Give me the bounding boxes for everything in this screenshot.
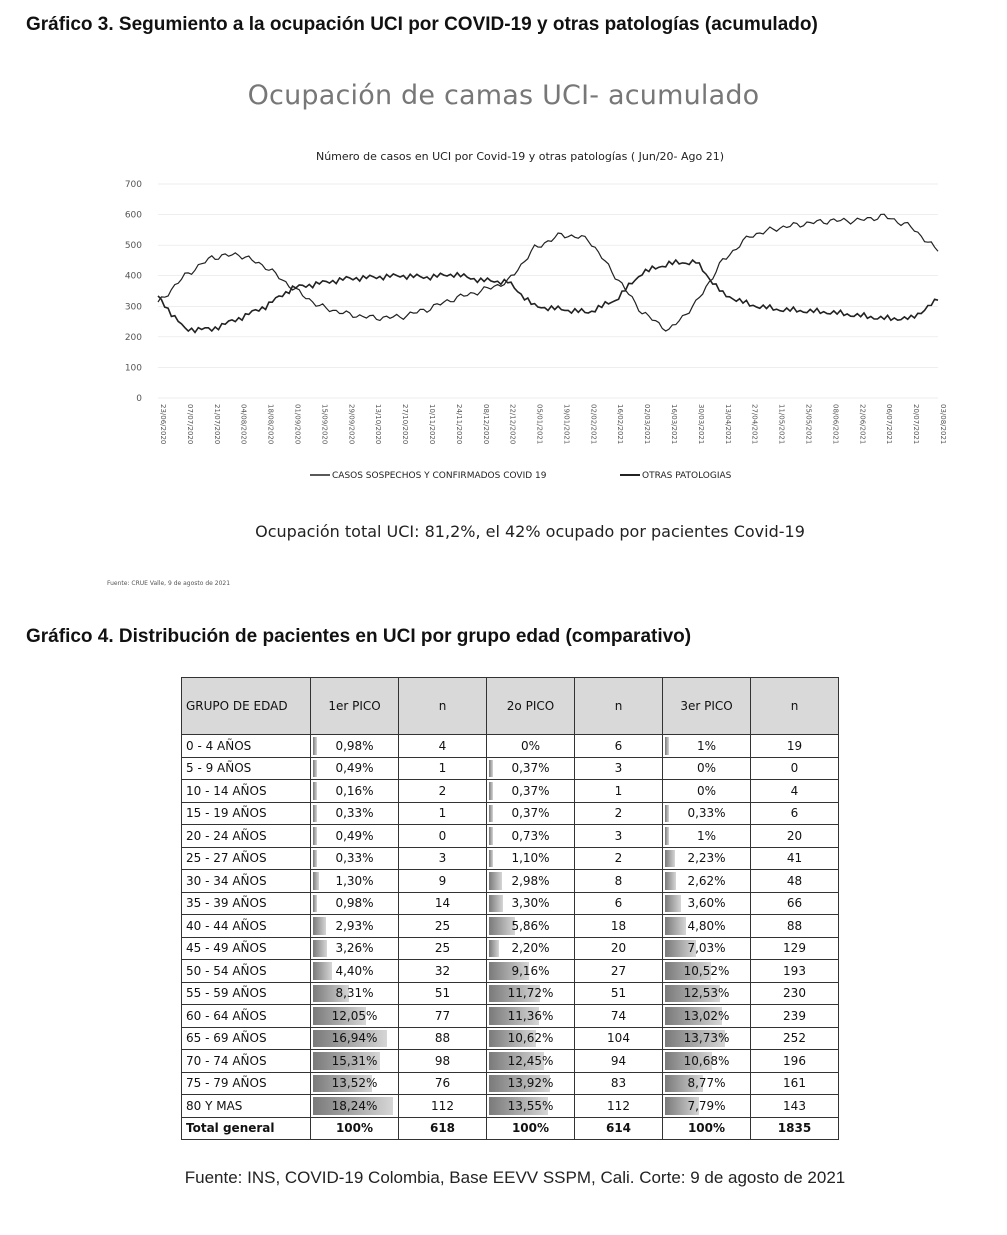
data-bar xyxy=(489,895,503,913)
pct-value: 12,05% xyxy=(331,1008,378,1023)
peak-1-n-cell: 0 xyxy=(399,825,487,848)
legend-label: CASOS SOSPECHOS Y CONFIRMADOS COVID 19 xyxy=(332,471,547,481)
peak-3-pct-cell xyxy=(663,892,751,915)
peak-3-pct-cell xyxy=(663,870,751,893)
table-row xyxy=(182,1095,839,1118)
data-bar xyxy=(313,782,317,800)
x-tick-label: 11/05/2021 xyxy=(777,404,786,445)
peak-2-pct-cell xyxy=(487,735,575,758)
pct-value: 8,77% xyxy=(687,1076,726,1091)
pct-value: 4,80% xyxy=(687,918,726,933)
total-peak-1-n-cell: 618 xyxy=(399,1117,487,1140)
data-bar xyxy=(313,760,317,778)
pct-value: 4,40% xyxy=(335,963,374,978)
pct-value: 1% xyxy=(696,828,717,843)
header-n-3: n xyxy=(751,678,839,735)
peak-2-pct-cell xyxy=(487,1072,575,1095)
y-tick-label: 0 xyxy=(136,394,142,404)
table-row xyxy=(182,1072,839,1095)
data-bar xyxy=(313,805,317,823)
peak-2-pct-cell xyxy=(487,982,575,1005)
peak-1-n-cell: 51 xyxy=(399,982,487,1005)
peak-1-pct-cell xyxy=(311,982,399,1005)
peak-2-pct-cell xyxy=(487,1005,575,1028)
peak-3-n-cell: 0 xyxy=(751,757,839,780)
pct-value: 2,23% xyxy=(687,851,726,866)
peak-2-n-cell: 74 xyxy=(575,1005,663,1028)
pct-value: 11,36% xyxy=(507,1008,554,1023)
x-tick-label: 16/02/2021 xyxy=(616,404,625,445)
icu-occupancy-line-chart xyxy=(100,172,960,492)
data-bar xyxy=(489,782,493,800)
peak-1-pct-cell xyxy=(311,915,399,938)
peak-3-n-cell: 252 xyxy=(751,1027,839,1050)
peak-1-pct-cell xyxy=(311,1027,399,1050)
age-group-cell: 20 - 24 AÑOS xyxy=(182,825,311,848)
age-group-cell: 30 - 34 AÑOS xyxy=(182,870,311,893)
data-bar xyxy=(313,850,317,868)
table-row xyxy=(182,937,839,960)
peak-3-n-cell: 129 xyxy=(751,937,839,960)
peak-3-n-cell: 193 xyxy=(751,960,839,983)
header-peak-3: 3er PICO xyxy=(663,678,751,735)
pct-value: 0,33% xyxy=(687,806,726,821)
chart-subtitle: Número de casos en UCI por Covid-19 y otras patologías ( Jun/20- Ago 21) xyxy=(315,150,725,163)
peak-3-pct-cell xyxy=(663,937,751,960)
peak-2-n-cell: 6 xyxy=(575,892,663,915)
data-bar xyxy=(665,917,686,935)
x-tick-label: 25/05/2021 xyxy=(804,404,813,445)
x-tick-label: 20/07/2021 xyxy=(912,404,921,445)
peak-2-n-cell: 3 xyxy=(575,825,663,848)
age-group-cell: 75 - 79 AÑOS xyxy=(182,1072,311,1095)
peak-3-n-cell: 19 xyxy=(751,735,839,758)
x-tick-label: 07/07/2020 xyxy=(185,404,194,445)
data-bar xyxy=(313,895,317,913)
header-n-2: n xyxy=(575,678,663,735)
pct-value: 1,10% xyxy=(511,851,550,866)
peak-2-n-cell: 2 xyxy=(575,847,663,870)
pct-value: 10,52% xyxy=(683,963,730,978)
peak-2-n-cell: 1 xyxy=(575,780,663,803)
pct-value: 13,52% xyxy=(331,1076,378,1091)
peak-1-n-cell: 25 xyxy=(399,915,487,938)
y-tick-label: 100 xyxy=(124,363,142,374)
data-bar xyxy=(489,872,502,890)
y-tick-label: 400 xyxy=(124,271,142,282)
peak-2-pct-cell xyxy=(487,870,575,893)
chart-source: Fuente: CRUE Valle, 9 de agosto de 2021 xyxy=(107,580,231,587)
table-row xyxy=(182,960,839,983)
age-group-cell: 10 - 14 AÑOS xyxy=(182,780,311,803)
peak-1-pct-cell xyxy=(311,870,399,893)
series-line-2 xyxy=(158,260,938,332)
peak-3-n-cell: 88 xyxy=(751,915,839,938)
peak-2-pct-cell xyxy=(487,1050,575,1073)
table-row xyxy=(182,802,839,825)
peak-1-n-cell: 25 xyxy=(399,937,487,960)
age-group-cell: 40 - 44 AÑOS xyxy=(182,915,311,938)
peak-3-n-cell: 48 xyxy=(751,870,839,893)
pct-value: 16,94% xyxy=(331,1031,378,1046)
x-tick-label: 21/07/2020 xyxy=(212,404,221,445)
total-peak-2-pct-cell: 100% xyxy=(487,1117,575,1140)
age-group-cell: 80 Y MAS xyxy=(182,1095,311,1118)
x-tick-label: 22/12/2020 xyxy=(508,404,517,445)
x-tick-label: 13/10/2020 xyxy=(374,404,383,445)
pct-value: 0,98% xyxy=(335,738,374,753)
table-row xyxy=(182,870,839,893)
total-peak-3-pct-cell: 100% xyxy=(663,1117,751,1140)
peak-1-n-cell: 1 xyxy=(399,802,487,825)
peak-2-pct-cell xyxy=(487,780,575,803)
peak-1-pct-cell xyxy=(311,780,399,803)
pct-value: 0,73% xyxy=(511,828,550,843)
peak-1-n-cell: 98 xyxy=(399,1050,487,1073)
age-group-cell: 45 - 49 AÑOS xyxy=(182,937,311,960)
peak-1-n-cell: 112 xyxy=(399,1095,487,1118)
peak-3-n-cell: 161 xyxy=(751,1072,839,1095)
peak-1-n-cell: 3 xyxy=(399,847,487,870)
occupancy-note: Ocupación total UCI: 81,2%, el 42% ocupado por pacientes Covid-19 xyxy=(255,522,805,541)
pct-value: 13,02% xyxy=(683,1008,730,1023)
pct-value: 1,30% xyxy=(335,873,374,888)
pct-value: 2,62% xyxy=(687,873,726,888)
pct-value: 7,03% xyxy=(687,941,726,956)
peak-3-pct-cell xyxy=(663,1050,751,1073)
table-row xyxy=(182,1027,839,1050)
peak-1-n-cell: 76 xyxy=(399,1072,487,1095)
x-tick-label: 05/01/2021 xyxy=(535,404,544,445)
pct-value: 18,24% xyxy=(331,1098,378,1113)
age-group-cell: 55 - 59 AÑOS xyxy=(182,982,311,1005)
age-group-cell: 0 - 4 AÑOS xyxy=(182,735,311,758)
peak-3-pct-cell xyxy=(663,915,751,938)
y-tick-label: 200 xyxy=(124,332,142,343)
peak-3-pct-cell xyxy=(663,780,751,803)
peak-2-n-cell: 2 xyxy=(575,802,663,825)
pct-value: 0% xyxy=(696,783,717,798)
pct-value: 12,53% xyxy=(683,986,730,1001)
pct-value: 0,37% xyxy=(511,761,550,776)
pct-value: 3,30% xyxy=(511,896,550,911)
peak-1-pct-cell xyxy=(311,825,399,848)
pct-value: 0,98% xyxy=(335,896,374,911)
data-bar xyxy=(489,760,493,778)
peak-2-n-cell: 27 xyxy=(575,960,663,983)
data-bar xyxy=(313,940,327,958)
age-group-table xyxy=(181,677,839,1140)
peak-3-pct-cell xyxy=(663,847,751,870)
peak-3-n-cell: 239 xyxy=(751,1005,839,1028)
data-bar xyxy=(313,737,317,755)
x-tick-label: 16/03/2021 xyxy=(670,404,679,445)
peak-3-pct-cell xyxy=(663,1095,751,1118)
pct-value: 12,45% xyxy=(507,1053,554,1068)
pct-value: 0% xyxy=(520,738,541,753)
data-bar xyxy=(313,962,332,980)
table-row xyxy=(182,1050,839,1073)
table-row xyxy=(182,982,839,1005)
peak-1-pct-cell xyxy=(311,937,399,960)
peak-1-n-cell: 9 xyxy=(399,870,487,893)
x-tick-label: 27/10/2020 xyxy=(401,404,410,445)
x-tick-label: 10/11/2020 xyxy=(427,404,436,445)
x-tick-label: 02/02/2021 xyxy=(589,404,598,445)
data-bar xyxy=(665,827,669,845)
pct-value: 2,98% xyxy=(511,873,550,888)
total-age-group-cell: Total general xyxy=(182,1117,311,1140)
chart-title: Ocupación de camas UCI- acumulado xyxy=(247,80,760,111)
peak-1-pct-cell xyxy=(311,1072,399,1095)
peak-2-n-cell: 3 xyxy=(575,757,663,780)
x-tick-label: 27/04/2021 xyxy=(750,404,759,445)
total-peak-2-n-cell: 614 xyxy=(575,1117,663,1140)
peak-3-n-cell: 4 xyxy=(751,780,839,803)
header-peak-2: 2o PICO xyxy=(487,678,575,735)
peak-3-n-cell: 66 xyxy=(751,892,839,915)
x-tick-label: 22/06/2021 xyxy=(858,404,867,445)
peak-3-pct-cell xyxy=(663,1072,751,1095)
table-row xyxy=(182,915,839,938)
peak-1-n-cell: 2 xyxy=(399,780,487,803)
x-tick-label: 15/09/2020 xyxy=(320,404,329,445)
pct-value: 15,31% xyxy=(331,1053,378,1068)
pct-value: 5,86% xyxy=(511,918,550,933)
data-bar xyxy=(489,940,499,958)
peak-3-n-cell: 196 xyxy=(751,1050,839,1073)
x-tick-label: 04/08/2020 xyxy=(239,404,248,445)
x-tick-label: 06/07/2021 xyxy=(885,404,894,445)
age-group-cell: 35 - 39 AÑOS xyxy=(182,892,311,915)
data-bar xyxy=(665,872,676,890)
x-tick-label: 24/11/2020 xyxy=(454,404,463,445)
pct-value: 10,62% xyxy=(507,1031,554,1046)
peak-2-pct-cell xyxy=(487,1095,575,1118)
table-total-row xyxy=(182,1117,839,1140)
y-tick-label: 500 xyxy=(124,241,142,252)
peak-2-n-cell: 6 xyxy=(575,735,663,758)
peak-2-n-cell: 18 xyxy=(575,915,663,938)
pct-value: 0,37% xyxy=(511,806,550,821)
peak-2-n-cell: 8 xyxy=(575,870,663,893)
section-4-title: Gráfico 4. Distribución de pacientes en UCI por grupo edad (comparativo) xyxy=(26,626,692,647)
x-tick-label: 03/08/2021 xyxy=(939,404,947,445)
age-group-cell: 5 - 9 AÑOS xyxy=(182,757,311,780)
peak-3-n-cell: 6 xyxy=(751,802,839,825)
table-row xyxy=(182,780,839,803)
peak-1-n-cell: 4 xyxy=(399,735,487,758)
pct-value: 0% xyxy=(696,761,717,776)
data-bar xyxy=(665,805,669,823)
pct-value: 3,26% xyxy=(335,941,374,956)
peak-3-pct-cell xyxy=(663,960,751,983)
peak-1-pct-cell xyxy=(311,1095,399,1118)
peak-2-n-cell: 83 xyxy=(575,1072,663,1095)
age-group-cell: 60 - 64 AÑOS xyxy=(182,1005,311,1028)
y-tick-label: 600 xyxy=(124,210,142,221)
peak-2-pct-cell xyxy=(487,757,575,780)
x-tick-label: 23/06/2020 xyxy=(159,404,167,445)
peak-2-pct-cell xyxy=(487,847,575,870)
section-3-title: Gráfico 3. Segumiento a la ocupación UCI por COVID-19 y otras patologías (acumulado) xyxy=(26,14,818,35)
age-group-cell: 70 - 74 AÑOS xyxy=(182,1050,311,1073)
peak-1-pct-cell xyxy=(311,757,399,780)
peak-3-n-cell: 20 xyxy=(751,825,839,848)
total-peak-3-n-cell: 1835 xyxy=(751,1117,839,1140)
x-tick-label: 08/06/2021 xyxy=(831,404,840,445)
peak-1-pct-cell xyxy=(311,1005,399,1028)
table-row xyxy=(182,847,839,870)
peak-1-n-cell: 32 xyxy=(399,960,487,983)
table-row xyxy=(182,735,839,758)
peak-3-pct-cell xyxy=(663,802,751,825)
pct-value: 9,16% xyxy=(511,963,550,978)
peak-1-n-cell: 1 xyxy=(399,757,487,780)
pct-value: 0,33% xyxy=(335,806,374,821)
pct-value: 11,72% xyxy=(507,986,554,1001)
peak-1-n-cell: 77 xyxy=(399,1005,487,1028)
peak-1-pct-cell xyxy=(311,1050,399,1073)
x-tick-label: 19/01/2021 xyxy=(562,404,571,445)
peak-1-pct-cell xyxy=(311,735,399,758)
x-tick-label: 13/04/2021 xyxy=(723,404,732,445)
peak-1-pct-cell xyxy=(311,847,399,870)
peak-3-pct-cell xyxy=(663,825,751,848)
peak-3-pct-cell xyxy=(663,1005,751,1028)
pct-value: 3,60% xyxy=(687,896,726,911)
legend-label: OTRAS PATOLOGIAS xyxy=(642,471,732,481)
peak-2-pct-cell xyxy=(487,802,575,825)
peak-2-pct-cell xyxy=(487,937,575,960)
total-peak-1-pct-cell: 100% xyxy=(311,1117,399,1140)
data-bar xyxy=(665,737,669,755)
x-tick-label: 08/12/2020 xyxy=(481,404,490,445)
header-n-1: n xyxy=(399,678,487,735)
peak-3-pct-cell xyxy=(663,982,751,1005)
peak-2-pct-cell xyxy=(487,1027,575,1050)
table-row xyxy=(182,757,839,780)
pct-value: 0,37% xyxy=(511,783,550,798)
peak-3-pct-cell xyxy=(663,757,751,780)
peak-1-pct-cell xyxy=(311,960,399,983)
x-tick-label: 18/08/2020 xyxy=(266,404,275,445)
peak-1-pct-cell xyxy=(311,892,399,915)
peak-2-n-cell: 104 xyxy=(575,1027,663,1050)
data-bar xyxy=(489,805,493,823)
peak-2-pct-cell xyxy=(487,915,575,938)
data-bar xyxy=(313,872,319,890)
pct-value: 10,68% xyxy=(683,1053,730,1068)
peak-2-pct-cell xyxy=(487,960,575,983)
table-row xyxy=(182,1005,839,1028)
data-bar xyxy=(665,850,675,868)
x-tick-label: 02/03/2021 xyxy=(643,404,652,445)
pct-value: 13,73% xyxy=(683,1031,730,1046)
x-tick-label: 30/03/2021 xyxy=(696,404,705,445)
pct-value: 2,20% xyxy=(511,941,550,956)
pct-value: 0,16% xyxy=(335,783,374,798)
pct-value: 13,55% xyxy=(507,1098,554,1113)
data-bar xyxy=(489,850,493,868)
pct-value: 0,49% xyxy=(335,761,374,776)
age-group-cell: 65 - 69 AÑOS xyxy=(182,1027,311,1050)
pct-value: 8,31% xyxy=(335,986,374,1001)
peak-2-n-cell: 20 xyxy=(575,937,663,960)
pct-value: 2,93% xyxy=(335,918,374,933)
data-bar xyxy=(313,827,317,845)
pct-value: 0,33% xyxy=(335,851,374,866)
peak-2-n-cell: 51 xyxy=(575,982,663,1005)
peak-2-n-cell: 112 xyxy=(575,1095,663,1118)
age-group-cell: 25 - 27 AÑOS xyxy=(182,847,311,870)
pct-value: 13,92% xyxy=(507,1076,554,1091)
peak-3-n-cell: 41 xyxy=(751,847,839,870)
peak-3-n-cell: 230 xyxy=(751,982,839,1005)
pct-value: 7,79% xyxy=(687,1098,726,1113)
header-peak-1: 1er PICO xyxy=(311,678,399,735)
age-group-cell: 15 - 19 AÑOS xyxy=(182,802,311,825)
table-header-row xyxy=(182,678,839,735)
pct-value: 1% xyxy=(696,738,717,753)
table-row xyxy=(182,825,839,848)
age-group-cell: 50 - 54 AÑOS xyxy=(182,960,311,983)
peak-2-pct-cell xyxy=(487,825,575,848)
y-tick-label: 300 xyxy=(124,302,142,313)
peak-3-n-cell: 143 xyxy=(751,1095,839,1118)
x-tick-label: 01/09/2020 xyxy=(293,404,302,445)
peak-3-pct-cell xyxy=(663,1027,751,1050)
y-tick-label: 700 xyxy=(124,180,142,190)
peak-2-n-cell: 94 xyxy=(575,1050,663,1073)
data-bar xyxy=(665,895,681,913)
peak-1-n-cell: 14 xyxy=(399,892,487,915)
header-age-group: GRUPO DE EDAD xyxy=(182,678,311,735)
pct-value: 0,49% xyxy=(335,828,374,843)
peak-1-n-cell: 88 xyxy=(399,1027,487,1050)
table-row xyxy=(182,892,839,915)
data-bar xyxy=(489,827,493,845)
x-tick-label: 29/09/2020 xyxy=(347,404,356,445)
peak-1-pct-cell xyxy=(311,802,399,825)
footer-source: Fuente: INS, COVID-19 Colombia, Base EEVV SSPM, Cali. Corte: 9 de agosto de 2021 xyxy=(184,1168,846,1187)
data-bar xyxy=(313,917,326,935)
peak-2-pct-cell xyxy=(487,892,575,915)
peak-3-pct-cell xyxy=(663,735,751,758)
